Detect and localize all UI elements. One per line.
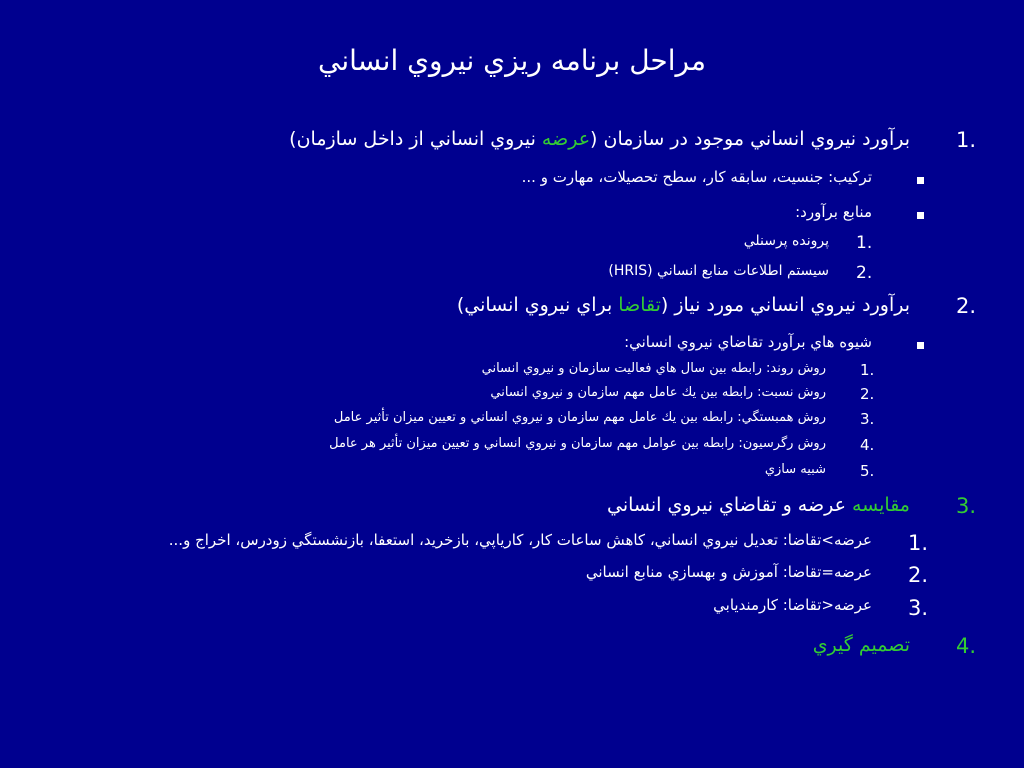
sub-item-text: سيستم اطلاعات منابع انساني (HRIS) (608, 263, 829, 279)
sub-item-number: 2. (856, 263, 873, 283)
sub-item-number: 1. (856, 233, 873, 253)
sub-item-text: پرونده پرسنلي (743, 233, 829, 249)
sub-item-text: عرضه=تقاضا: آموزش و بهسازي منابع انساني (585, 563, 872, 581)
sub-item-text: روش نسبت: رابطه بين يك عامل مهم سازمان و نيروي انساني (490, 385, 826, 400)
section-heading: برآورد نيروي انساني مورد نياز (تقاضا براي نيروي انساني) (456, 294, 910, 316)
bullet-item (0, 168, 1024, 198)
sub-item-number: 1. (860, 361, 875, 379)
bullet-icon (917, 212, 924, 219)
sub-item-text: روش همبستگي: رابطه بين يك عامل مهم سازمان و نيروي انساني و تعيين ميزان تأثير عامل (333, 410, 826, 425)
sub-item (0, 462, 1024, 492)
section-heading: مقايسه عرضه و تقاضاي نيروي انساني (607, 494, 910, 516)
sub-item (0, 263, 1024, 293)
section-2 (0, 294, 1024, 324)
section-number: 1. (956, 128, 977, 152)
section-heading: برآورد نيروي انساني موجود در سازمان (عرضه نيروي انساني از داخل سازمان) (289, 128, 910, 150)
bullet-text: شيوه هاي برآورد تقاضاي نيروي انساني: (624, 333, 872, 351)
sub-item-text: شبيه سازي (764, 462, 826, 477)
sub-item (0, 233, 1024, 263)
sub-item-text: روش رگرسيون: رابطه بين عوامل مهم سازمان و نيروي انساني و تعيين ميزان تأثير هر عامل (329, 436, 826, 451)
sub-item-text: عرضه>تقاضا: تعديل نيروي انساني، كاهش ساعات كار، كارياپي، بازخريد، استعفا، بازنشستگي زودرس، اخراج و... (168, 531, 872, 549)
sub-item-text: عرضه<تقاضا: كارمنديابي (713, 596, 872, 614)
section-4 (0, 634, 1024, 664)
sub-item-number: 3. (860, 410, 875, 428)
bullet-text: منابع برآورد: (795, 203, 872, 221)
sub-item-number: 5. (860, 462, 875, 480)
bullet-text: ترکيب: جنسيت، سابقه کار، سطح تحصيلات، مهارت و ... (521, 168, 872, 186)
bullet-item (0, 203, 1024, 233)
section-number: 2. (956, 294, 977, 318)
section-number: 4. (956, 634, 977, 658)
sub-item (0, 563, 1024, 593)
section-number: 3. (956, 494, 977, 518)
sub-item-text: روش روند: رابطه بين سال هاي فعاليت سازمان و نيروي انساني (481, 361, 826, 376)
bullet-item (0, 333, 1024, 363)
sub-item-number: 3. (908, 596, 929, 620)
section-heading: تصميم گيري (812, 634, 910, 656)
section-3 (0, 494, 1024, 524)
sub-item-number: 1. (908, 531, 929, 555)
sub-item-number: 2. (908, 563, 929, 587)
bullet-icon (917, 177, 924, 184)
sub-item-number: 4. (860, 436, 875, 454)
sub-item (0, 596, 1024, 626)
sub-item (0, 531, 1024, 561)
slide-title: مراحل برنامه ريزي نيروي انساني (318, 44, 706, 77)
sub-item-number: 2. (860, 385, 875, 403)
bullet-icon (917, 342, 924, 349)
section-1 (0, 128, 1024, 158)
